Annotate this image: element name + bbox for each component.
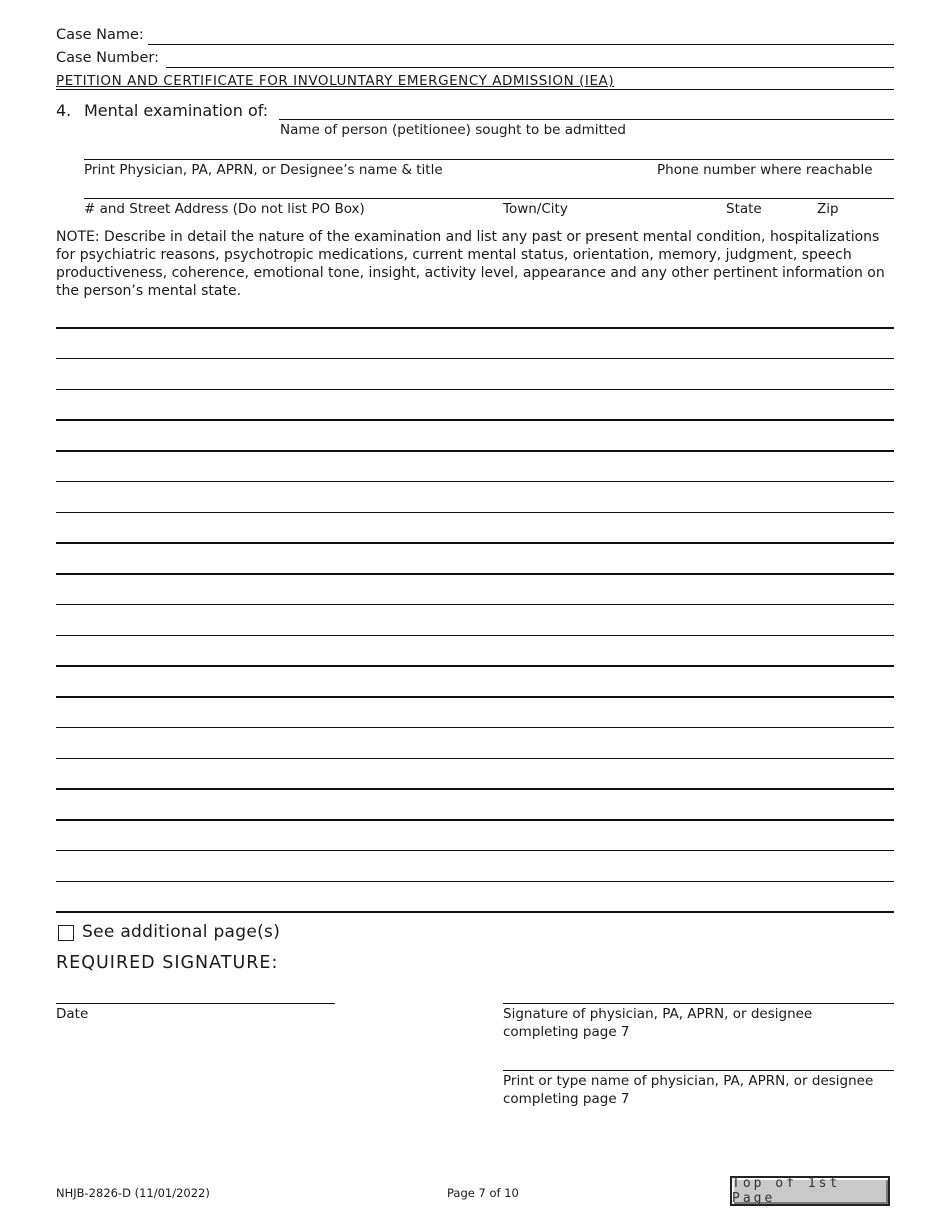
writing-line [56, 911, 894, 913]
signature-underline [503, 1003, 894, 1004]
print-caption-1: Print or type name of physician, PA, APRN, or designee [503, 1073, 874, 1089]
date-underline [56, 1003, 335, 1004]
physician-underline [84, 159, 894, 160]
writing-line [56, 358, 894, 359]
address-input[interactable] [84, 179, 896, 197]
signature-heading: REQUIRED SIGNATURE: [56, 953, 279, 973]
printed-name-underline [503, 1070, 894, 1071]
case-name-input[interactable] [148, 26, 896, 44]
writing-line [56, 850, 894, 851]
case-number-input[interactable] [166, 49, 896, 67]
writing-line [56, 389, 894, 390]
section-title: Mental examination of: [84, 101, 269, 120]
writing-line [56, 450, 894, 452]
section-number: 4. [56, 101, 72, 120]
signature-caption-1: Signature of physician, PA, APRN, or designee [503, 1006, 813, 1022]
state-caption: State [726, 201, 762, 217]
page-number: Page 7 of 10 [447, 1186, 519, 1200]
writing-line [56, 481, 894, 482]
zip-caption: Zip [817, 201, 839, 217]
title-rule [56, 89, 894, 90]
writing-line [56, 758, 894, 759]
writing-line [56, 512, 894, 513]
town-caption: Town/City [503, 201, 568, 217]
petitionee-underline [279, 119, 894, 120]
writing-line [56, 573, 894, 575]
additional-pages-checkbox[interactable] [58, 925, 74, 941]
top-of-first-page-button[interactable]: Top of 1st Page [730, 1176, 890, 1206]
case-name-label: Case Name: [56, 27, 144, 43]
form-id: NHJB-2826-D (11/01/2022) [56, 1186, 210, 1200]
writing-line [56, 542, 894, 544]
case-number-underline [166, 67, 894, 68]
physician-name-caption: Print Physician, PA, APRN, or Designee’s name & title [84, 162, 443, 178]
street-caption: # and Street Address (Do not list PO Box) [84, 201, 365, 217]
note-text: NOTE: Describe in detail the nature of the examination and list any past or present mental condition, hospitalizations for psychiatric reasons, psychotropic medications, current mental status, orientation, memory, judgment, speech productiveness, coherence, emotional tone, insight, activity level, appearance and any other pertinent information on the person’s mental state. [56, 229, 885, 299]
date-caption: Date [56, 1006, 89, 1022]
writing-line [56, 635, 894, 636]
form-title: PETITION AND CERTIFICATE FOR INVOLUNTARY EMERGENCY ADMISSION (IEA) [56, 73, 615, 89]
signature-caption-2: completing page 7 [503, 1024, 630, 1040]
writing-line [56, 604, 894, 605]
physician-name-input[interactable] [84, 140, 896, 158]
petitionee-name-input[interactable] [279, 101, 895, 119]
additional-pages-label: See additional page(s) [82, 922, 281, 942]
writing-line [56, 788, 894, 790]
address-underline [84, 198, 894, 199]
writing-line [56, 696, 894, 698]
printed-name-input[interactable] [503, 1052, 896, 1070]
case-number-label: Case Number: [56, 50, 159, 66]
writing-line [56, 327, 894, 329]
writing-line [56, 727, 894, 728]
writing-line [56, 819, 894, 821]
writing-line [56, 881, 894, 882]
petitionee-caption: Name of person (petitionee) sought to be admitted [280, 122, 626, 138]
case-name-underline [148, 44, 894, 45]
phone-caption: Phone number where reachable [657, 162, 873, 178]
print-caption-2: completing page 7 [503, 1091, 630, 1107]
writing-line [56, 419, 894, 421]
writing-line [56, 665, 894, 667]
